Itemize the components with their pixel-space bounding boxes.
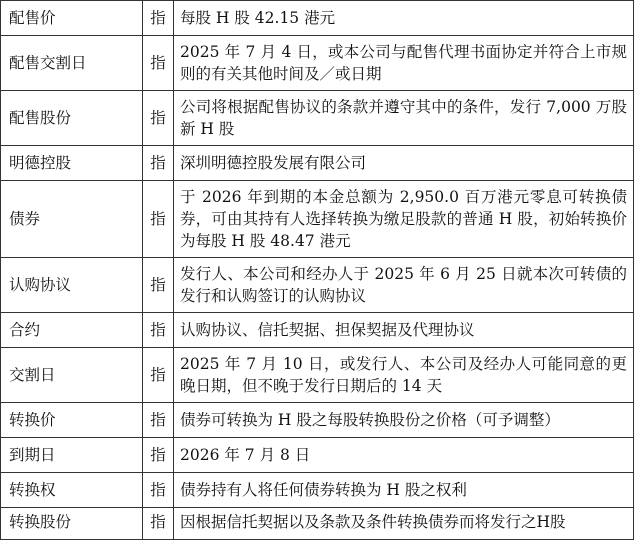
definition-cell: 于 2026 年到期的本金总额为 2,950.0 百万港元零息可转换债券，可由其持有人选择转换为缴足股款的普通 H 股，初始转换价为每股 H 股 48.47 港元: [174, 181, 634, 258]
table-row: [1, 258, 634, 313]
separator-cell: 指: [143, 146, 174, 181]
definition-cell: 发行人、本公司和经办人于 2025 年 6 月 25 日就本次可转债的发行和认购签订的认购协议: [174, 258, 634, 313]
table-row: [1, 181, 634, 258]
separator-cell: 指: [143, 313, 174, 348]
term-cell: 认购协议: [1, 258, 143, 313]
term-cell: 交割日: [1, 348, 143, 403]
definition-cell: 每股 H 股 42.15 港元: [174, 1, 634, 36]
definition-cell: 认购协议、信托契据、担保契据及代理协议: [174, 313, 634, 348]
definition-cell: 2026 年 7 月 8 日: [174, 438, 634, 473]
separator-cell: 指: [143, 403, 174, 438]
separator-cell: 指: [143, 1, 174, 36]
table-row: [1, 438, 634, 473]
definition-cell: 债券持有人将任何债券转换为 H 股之权利: [174, 473, 634, 508]
separator-cell: 指: [143, 36, 174, 91]
table-row: [1, 348, 634, 403]
term-cell: 债券: [1, 181, 143, 258]
separator-cell: 指: [143, 348, 174, 403]
separator-cell: 指: [143, 438, 174, 473]
definition-cell: 2025 年 7 月 4 日，或本公司与配售代理书面协定并符合上市规则的有关其他时间及／或日期: [174, 36, 634, 91]
term-cell: 转换价: [1, 403, 143, 438]
table-row: [1, 473, 634, 508]
table-row: [1, 91, 634, 146]
table-row: [1, 146, 634, 181]
term-cell: 配售交割日: [1, 36, 143, 91]
separator-cell: 指: [143, 508, 174, 540]
table-row: [1, 508, 634, 540]
term-cell: 配售股份: [1, 91, 143, 146]
definition-cell: 2025 年 7 月 10 日，或发行人、本公司及经办人可能同意的更晚日期，但不晚于发行日期后的 14 天: [174, 348, 634, 403]
term-cell: 转换股份: [1, 508, 143, 540]
term-cell: 明德控股: [1, 146, 143, 181]
separator-cell: 指: [143, 181, 174, 258]
term-cell: 到期日: [1, 438, 143, 473]
table-row: [1, 313, 634, 348]
separator-cell: 指: [143, 473, 174, 508]
separator-cell: 指: [143, 258, 174, 313]
table-row: [1, 1, 634, 36]
term-cell: 合约: [1, 313, 143, 348]
definition-cell: 债券可转换为 H 股之每股转换股份之价格（可予调整）: [174, 403, 634, 438]
definition-cell: 因根据信托契据以及条款及条件转换债券而将发行之H股: [174, 508, 634, 540]
term-cell: 转换权: [1, 473, 143, 508]
term-cell: 配售价: [1, 1, 143, 36]
table-row: [1, 36, 634, 91]
table-row: [1, 403, 634, 438]
definition-cell: 深圳明德控股发展有限公司: [174, 146, 634, 181]
separator-cell: 指: [143, 91, 174, 146]
definition-cell: 公司将根据配售协议的条款并遵守其中的条件，发行 7,000 万股新 H 股: [174, 91, 634, 146]
